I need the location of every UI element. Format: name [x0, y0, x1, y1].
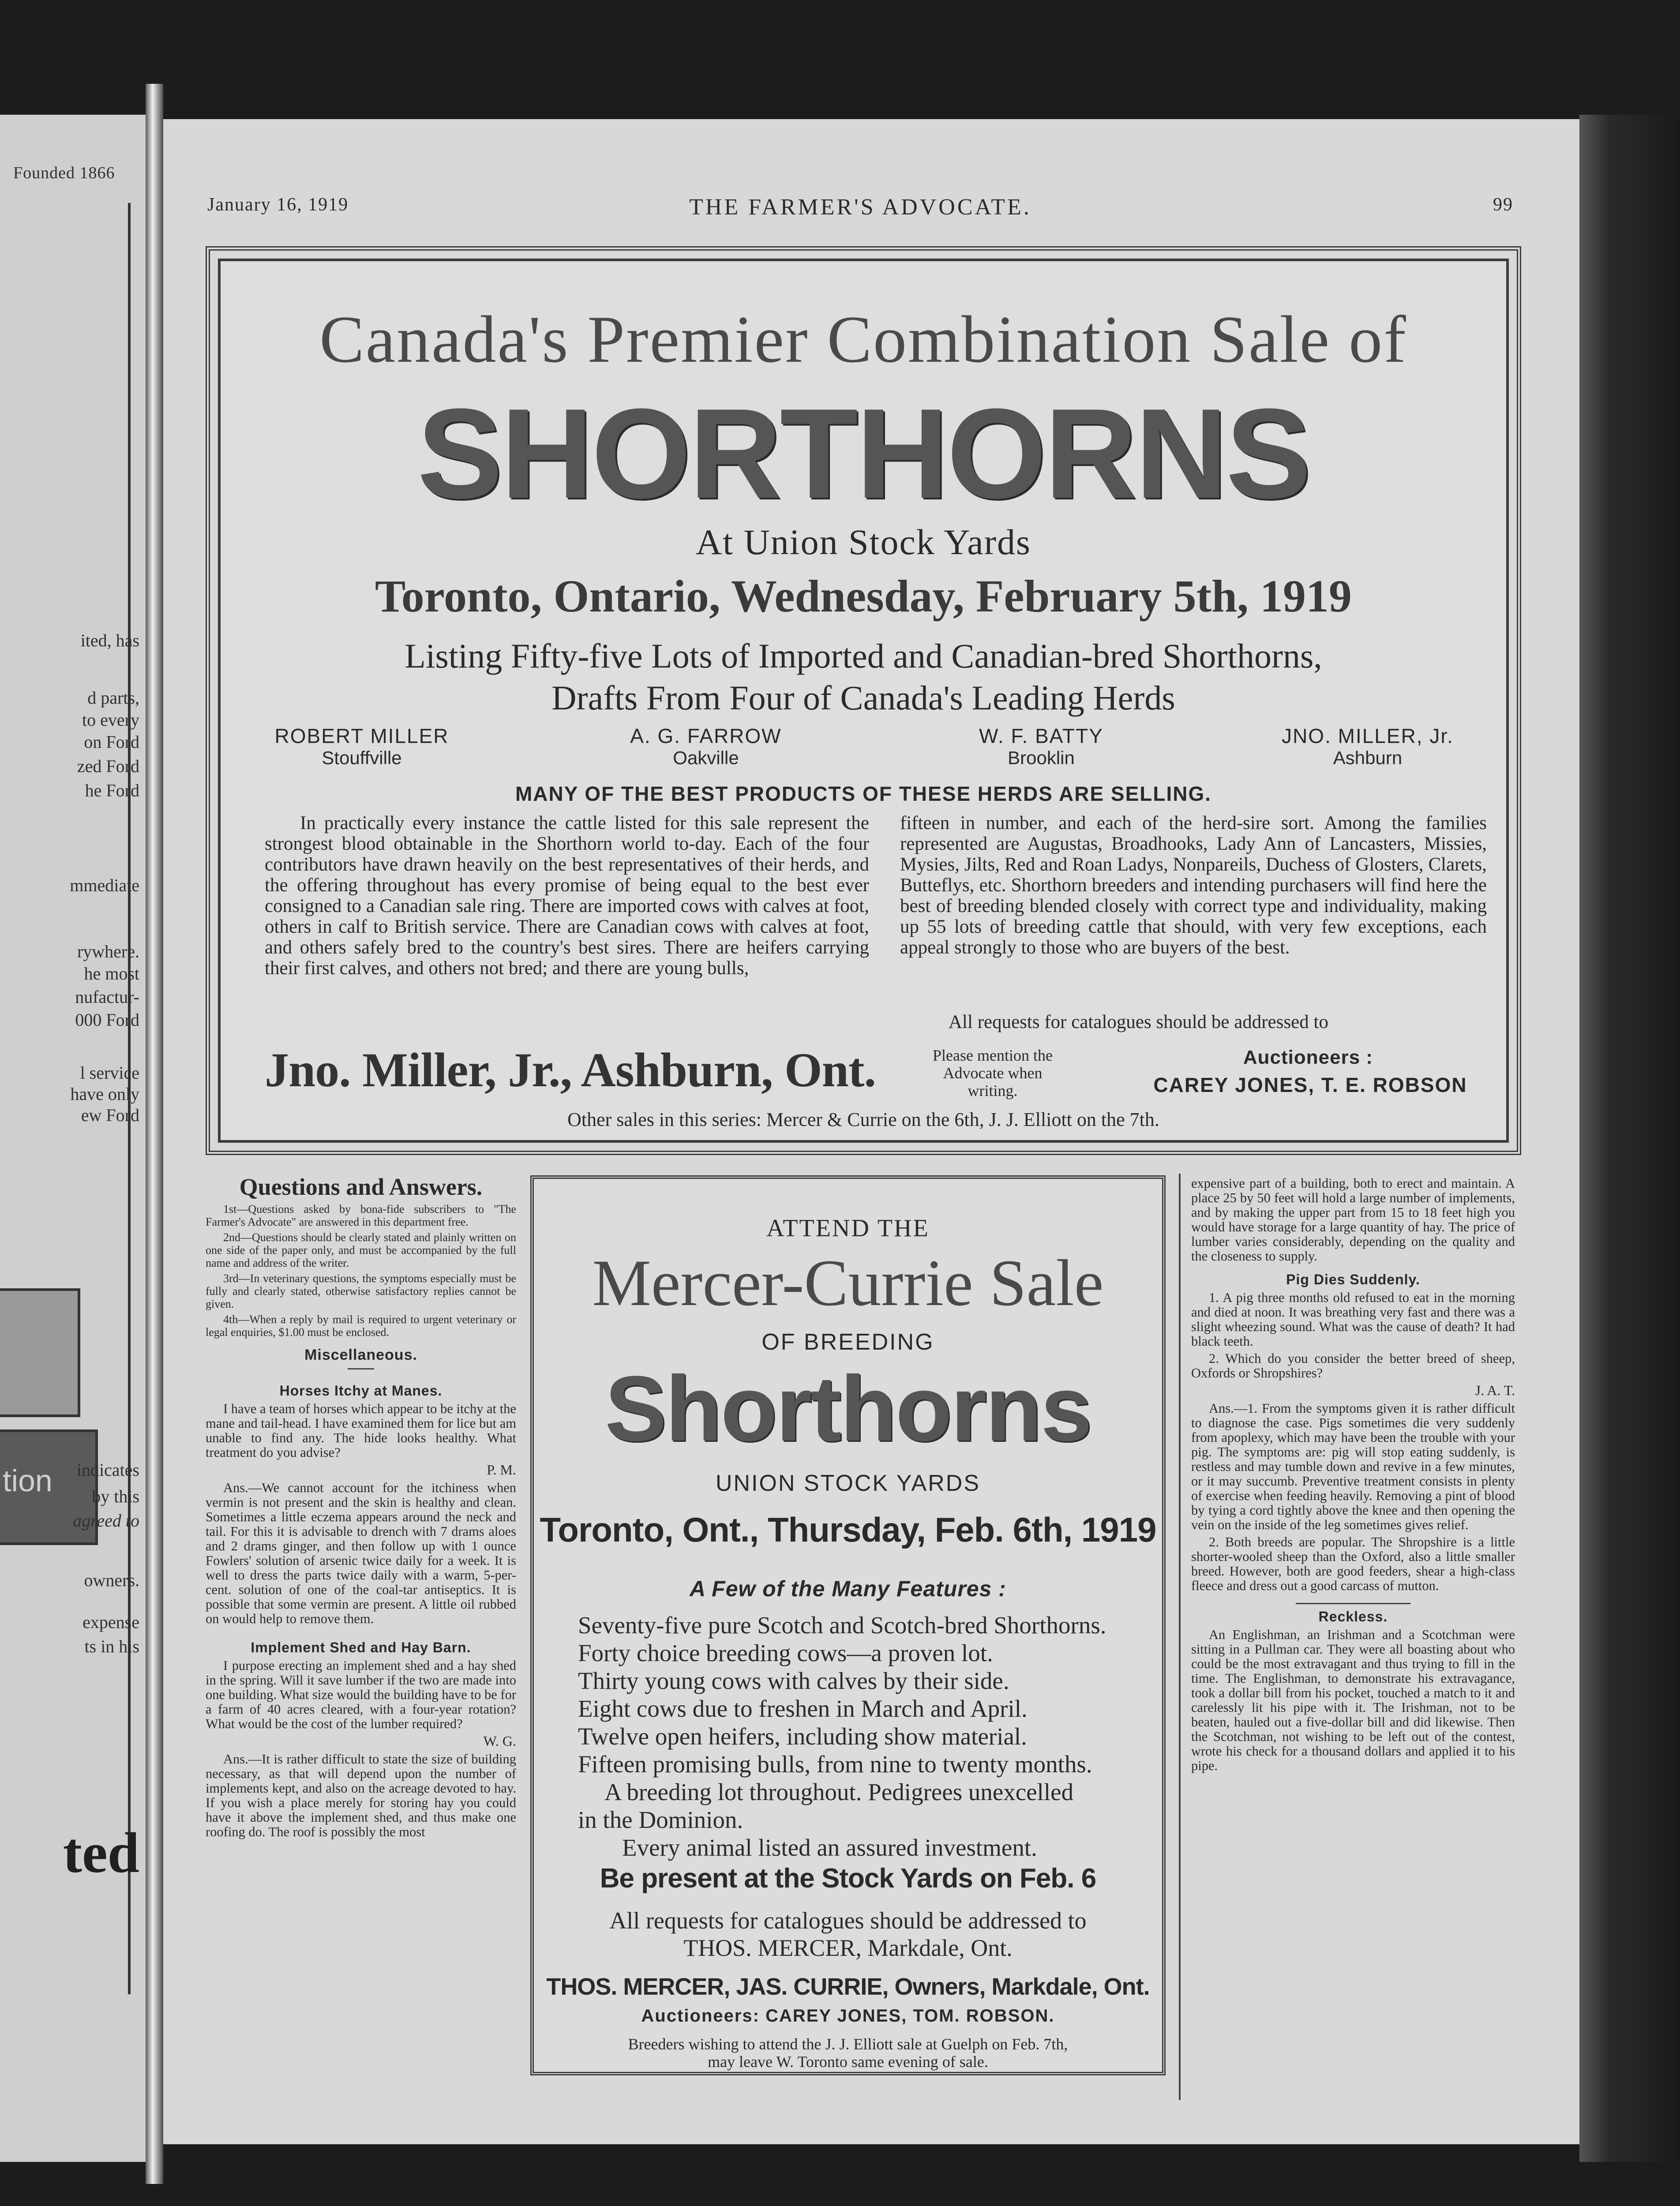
- questions-and-answers-column: [206, 1174, 516, 1839]
- feature-item: Twelve open heifers, including show material.: [578, 1723, 1027, 1750]
- ad-auctioneers-title: Auctioneers :: [1243, 1047, 1373, 1068]
- section-heading: Miscellaneous.: [304, 1347, 417, 1363]
- ad-sale-title: Mercer-Currie Sale: [592, 1246, 1104, 1320]
- ad-breed-title: Shorthorns: [605, 1357, 1091, 1460]
- breeder-name: JNO. MILLER, Jr.: [1282, 724, 1454, 747]
- breeder-entry: [247, 724, 476, 769]
- rules-note: 4th—When a reply by mail is required to urgent veterinary or legal enquiries, $1.00 must be enclosed.: [206, 1313, 516, 1339]
- left-page-fragment-line: owners.: [84, 1570, 139, 1590]
- left-page-fragment-line: ts in his: [84, 1636, 139, 1656]
- answer-text: 2. Both breeds are popular. The Shropshire is a little shorter-wooled sheep than the Oxford, also a little smaller breed. However, both are good feeders, shear a high-class fleece and dress out a good carcass of mutton.: [1191, 1534, 1515, 1593]
- breeder-place: Brooklin: [1008, 747, 1075, 768]
- feature-item: Seventy-five pure Scotch and Scotch-bred Shorthorns.: [578, 1612, 1106, 1639]
- issue-date: January 16, 1919: [207, 195, 349, 215]
- ad-breed-title: SHORTHORNS: [417, 382, 1310, 525]
- ad-venue: At Union Stock Yards: [696, 522, 1031, 562]
- breeder-entry: [926, 724, 1156, 769]
- ad-footnote: may leave W. Toronto same evening of sale.: [708, 2053, 988, 2071]
- question-text: I purpose erecting an implement shed and a hay shed in the spring. Will it save lumber if the two are made into one building. What size would the building have to be for a farm of 40 acres cleared, with a four-year rotation? What would be the cost of the lumber required?: [206, 1658, 516, 1731]
- question-title: Implement Shed and Hay Barn.: [251, 1639, 471, 1655]
- ad-requests-line: All requests for catalogues should be addressed to: [949, 1012, 1328, 1032]
- divider: [348, 1368, 374, 1369]
- left-page-fragment-line: he most: [84, 964, 139, 983]
- answer-text: Ans.—1. From the symptoms given it is rather difficult to diagnose the case. Pigs sometimes die very suddenly from apoplexy, which may have been the trouble with your pig. The symptoms are: pig will stop eating suddenly, is restless and may tumble down and revive in a few minutes, or it may succumb. Preventive treatment consists in plenty of exercise when feeding heavily. Removing a pint of blood by tying a cord tightly above the knee and then opening the vein on the inside of the leg sometimes gives relief.: [1191, 1401, 1515, 1532]
- feature-item: in the Dominion.: [578, 1806, 743, 1833]
- answer-text: Ans.—It is rather difficult to state the size of building necessary, as that will depend upon the number of implements kept, and also on the acreage devoted to hay. If you wish a place merely for storing hay you could have it above the implement shed, and thus make one roofing do. The roof is possibly the most: [206, 1752, 516, 1839]
- question-signature: J. A. T.: [1475, 1382, 1515, 1398]
- rules-note: 1st—Questions asked by bona-fide subscribers to "The Farmer's Advocate" are answered in this department free.: [206, 1203, 516, 1228]
- feature-item: A breeding lot throughout. Pedigrees unexcelled: [604, 1778, 1074, 1805]
- article-title: Reckless.: [1318, 1609, 1388, 1624]
- ad-call-to-action: Be present at the Stock Yards on Feb. 6: [600, 1863, 1096, 1894]
- left-page-fragment-heading: ted: [63, 1821, 139, 1885]
- ad-other-sales: Other sales in this series: Mercer & Currie on the 6th, J. J. Elliott on the 7th.: [567, 1109, 1159, 1130]
- ad-attend-line: ATTEND THE: [766, 1215, 930, 1242]
- publication-title: THE FARMER'S ADVOCATE.: [689, 195, 1031, 220]
- question-signature: W. G.: [483, 1733, 516, 1749]
- feature-item: Thirty young cows with calves by their side.: [578, 1667, 1009, 1694]
- ad-footnote: Breeders wishing to attend the J. J. Elliott sale at Guelph on Feb. 7th,: [628, 2035, 1068, 2053]
- question-text: 1. A pig three months old refused to eat in the morning and died at noon. It was breathing very fast and there was a slight wheezing sound. What was the cause of death? It had black teeth.: [1191, 1290, 1515, 1349]
- ad-requests-address: THOS. MERCER, Markdale, Ont.: [683, 1935, 1012, 1961]
- feature-item: Eight cows due to freshen in March and April.: [578, 1695, 1028, 1722]
- ad-of-breeding: OF BREEDING: [761, 1329, 934, 1355]
- left-page-fragment-line: mmediate: [70, 875, 139, 895]
- feature-item: Every animal listed an assured investment.: [622, 1834, 1037, 1861]
- breeder-place: Stouffville: [322, 747, 402, 768]
- breeder-place: Oakville: [673, 747, 739, 768]
- ad-sale-date: Toronto, Ontario, Wednesday, February 5th, 1919: [375, 571, 1352, 622]
- mercer-currie-sale-advertisement: [530, 1175, 1166, 2075]
- question-text: I have a team of horses which appear to be itchy at the mane and tail-head. I have examined them for lice but am unable to find any. The hide looks healthy. What treatment do you advise?: [206, 1401, 516, 1460]
- question-signature: P. M.: [487, 1462, 516, 1478]
- column-rule: [1179, 1174, 1181, 2100]
- page-number: 99: [1493, 195, 1513, 215]
- breeder-place: Ashburn: [1333, 747, 1402, 768]
- left-page-fragment-line: indicates: [76, 1460, 139, 1480]
- ad-mention-note: Please mention the Advocate when writing.: [933, 1047, 1053, 1099]
- breeder-entry: [1253, 724, 1482, 769]
- ad-sale-date: Toronto, Ont., Thursday, Feb. 6th, 1919: [540, 1510, 1156, 1549]
- left-page-fragment-line: d parts,: [87, 688, 139, 708]
- left-page-fragment-line: expense: [82, 1612, 139, 1632]
- breeder-name: W. F. BATTY: [979, 724, 1103, 747]
- ad-owners: THOS. MERCER, JAS. CURRIE, Owners, Markdale, Ont.: [546, 1973, 1150, 2000]
- left-page-fragment-line: to every: [82, 710, 139, 730]
- left-page-fragment-line: on Ford: [84, 732, 139, 752]
- ad-venue: UNION STOCK YARDS: [716, 1471, 980, 1496]
- left-page-ad-graphic: [0, 1288, 80, 1417]
- divider: [1296, 1603, 1410, 1604]
- left-page-fragment: [0, 115, 146, 2162]
- left-page-fragment-line: rywhere.: [77, 942, 139, 961]
- book-gutter: [146, 84, 163, 2184]
- breeder-name: A. G. FARROW: [630, 724, 782, 747]
- rules-note: 3rd—In veterinary questions, the symptoms especially must be fully and clearly stated, otherwise satisfactory replies cannot be given.: [206, 1272, 516, 1310]
- answer-text: Ans.—We cannot account for the itchiness when vermin is not present and the skin is healthy and clean. Sometimes a little eczema appears around the neck and tail. For this it is advisable to drench with 7 drams aloes and 2 drams ginger, and then follow up with 1 ounce Fowlers' solution of arsenic twice daily for a week. It is well to dress the parts twice daily with a warm, 5-per-cent. solution of one of the coal-tar antiseptics. It is possible that some vermin are present. A little oil rubbed on would help to remove them.: [206, 1480, 516, 1626]
- answer-continuation: expensive part of a building, both to erect and maintain. A place 25 by 50 feet will hold a large number of implements, and by making the upper part from 15 to 18 feet high you would have storage for a large quantity of hay. The price of lumber varies considerably, depending on the quality and the closeness to supply.: [1191, 1176, 1515, 1264]
- page-edge-shadow: [1579, 115, 1680, 2162]
- ad-requests-line: All requests for catalogues should be addressed to: [609, 1907, 1087, 1934]
- rules-note: 2nd—Questions should be clearly stated and plainly written on one side of the paper only, and must be accompanied by the full name and address of the writer.: [206, 1231, 516, 1269]
- left-page-fragment-line: l service: [80, 1063, 139, 1083]
- left-page-fragment-line: by this: [92, 1486, 139, 1506]
- ad-contact-address: Jno. Miller, Jr., Ashburn, Ont.: [265, 1043, 876, 1097]
- left-page-fragment-line: 000 Ford: [75, 1010, 139, 1030]
- column-heading: Questions and Answers.: [239, 1174, 483, 1200]
- ad-listing-line: Listing Fifty-five Lots of Imported and Canadian-bred Shorthorns,: [405, 637, 1322, 675]
- left-page-fragment-line: nufactur-: [75, 987, 139, 1007]
- ad-inner-border: [218, 259, 1509, 1143]
- ad-body-right: fifteen in number, and each of the herd-sire sort. Among the families represented are Augustas, Broadhooks, Lady Ann of Lancasters, Missies, Mysies, Jilts, Red and Roan Ladys, Nonpareils, Duchess of Glosters, Clarets, Butteflys, etc. Shorthorn breeders and intending purchasers will find here the best of breeding blended closely with correct type and individuality, making up 55 lots of breeding cattle that should, with very few exceptions, each appeal strongly to those who are buyers of the best.: [900, 813, 1487, 958]
- question-title: Pig Dies Suddenly.: [1286, 1272, 1420, 1287]
- ad-auctioneers-names: CAREY JONES, T. E. ROBSON: [1153, 1073, 1467, 1096]
- ad-tagline: MANY OF THE BEST PRODUCTS OF THESE HERDS ARE SELLING.: [515, 782, 1212, 805]
- breeder-entry: [591, 724, 821, 769]
- running-head: [207, 194, 1513, 225]
- left-page-ad-box: tion: [0, 1429, 98, 1545]
- question-title: Horses Itchy at Manes.: [279, 1383, 442, 1399]
- ad-listing-line: Drafts From Four of Canada's Leading Herds: [551, 679, 1175, 717]
- left-page-fragment-line: ited, has: [80, 630, 139, 650]
- ad-body-left: In practically every instance the cattle listed for this sale represent the strongest blood obtainable in the Shorthorn world to-day. Each of the four contributors have drawn heavily on the best representatives of their herds, and the offering throughout has every promise of being equal to the best ever consigned to a Canadian sale ring. There are imported cows with calves at foot, others in calf to British service. There are Canadian cows with calves at foot, and others safely bred to the country's best sires. There are heifers carrying their first calves, and others not bred; and there are young bulls,: [265, 813, 869, 979]
- left-page-fragment-line: ew Ford: [81, 1105, 139, 1125]
- left-page-fragment-line: agreed to: [73, 1511, 139, 1531]
- left-page-fragment-line: he Ford: [85, 780, 139, 800]
- ad-auctioneers: Auctioneers: CAREY JONES, TOM. ROBSON.: [641, 2006, 1055, 2026]
- article-text: An Englishman, an Irishman and a Scotchman were sitting in a Pullman car. They were all boasting about who could be the most extravagant and thus trying to fill in the time. The Englishman, to demonstrate his extravagance, took a dollar bill from his pocket, touched a match to it and carelessly lit his pipe with it. The Irishman, not to be beaten, hauled out a five-dollar bill and did likewise. Then the Scotchman, not wishing to be left out of the contest, wrote his check for a thousand dollars and applied it to his pipe.: [1191, 1627, 1515, 1773]
- ad-headline: Canada's Premier Combination Sale of: [319, 302, 1407, 376]
- right-column: [1191, 1174, 1515, 1773]
- shorthorns-sale-advertisement: [206, 246, 1521, 1155]
- ad-features-title: A Few of the Many Features :: [690, 1576, 1006, 1601]
- left-page-fragment-line: have only: [70, 1084, 139, 1104]
- left-page-fragment-line: zed Ford: [77, 756, 139, 776]
- feature-item: Fifteen promising bulls, from nine to twenty months.: [578, 1751, 1092, 1778]
- question-text: 2. Which do you consider the better breed of sheep, Oxfords or Shropshires?: [1191, 1351, 1515, 1381]
- feature-item: Forty choice breeding cows—a proven lot.: [578, 1639, 993, 1666]
- ad-features-list: [578, 1611, 1134, 1861]
- breeder-name: ROBERT MILLER: [274, 724, 449, 747]
- left-page-running-head: Founded 1866: [13, 164, 115, 182]
